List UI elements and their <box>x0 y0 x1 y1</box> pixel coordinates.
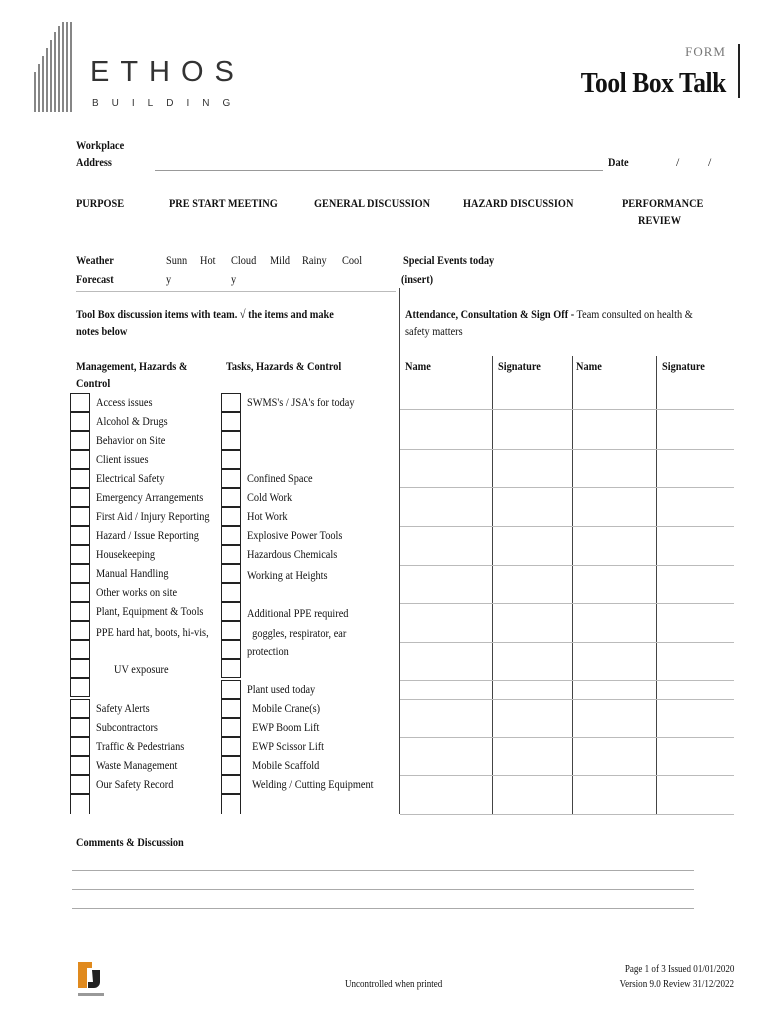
footer-page-info: Page 1 of 3 Issued 01/01/2020 <box>624 964 734 975</box>
checkbox-client-issues[interactable] <box>70 450 90 469</box>
table-row-line <box>400 642 734 643</box>
checkbox-task-blank-1[interactable] <box>221 412 241 431</box>
management-header-1: Management, Hazards & <box>76 359 188 373</box>
checkbox-confined-space[interactable] <box>221 469 241 488</box>
item-hot-work: Hot Work <box>247 509 288 523</box>
purpose-performance-review-2[interactable]: REVIEW <box>638 213 682 227</box>
comments-line-2[interactable] <box>72 889 694 890</box>
item-confined-space: Confined Space <box>247 471 313 485</box>
checkbox-mobile-scaffold[interactable] <box>221 756 241 775</box>
special-events-insert: (insert) <box>401 272 434 286</box>
weather-sunny-wrap: y <box>166 272 172 286</box>
checkbox-task-blank-3[interactable] <box>221 450 241 469</box>
checkbox-behavior[interactable] <box>70 431 90 450</box>
purpose-general-discussion[interactable]: GENERAL DISCUSSION <box>314 196 431 210</box>
table-col-line <box>656 356 657 814</box>
weather-label-2: Forecast <box>76 272 114 286</box>
checkbox-welding[interactable] <box>221 775 241 794</box>
attendance-heading-bold: Attendance, Consultation & Sign Off - <box>405 307 575 321</box>
form-label: FORM <box>685 44 726 59</box>
item-welding: Welding / Cutting Equipment <box>247 777 374 791</box>
table-row-line <box>400 775 734 776</box>
checkbox-plant-equipment[interactable] <box>70 602 90 621</box>
checkbox-first-aid[interactable] <box>70 507 90 526</box>
weather-cool[interactable]: Cool <box>342 253 363 267</box>
checkbox-uv[interactable] <box>70 659 90 678</box>
item-subcontractors: Subcontractors <box>96 720 158 734</box>
ethos-logo-bars <box>33 22 73 112</box>
checkbox-ewp-boom[interactable] <box>221 718 241 737</box>
column-signature-2: Signature <box>662 359 705 373</box>
comments-line-3[interactable] <box>72 908 694 909</box>
title-divider <box>738 44 740 98</box>
item-power-tools: Explosive Power Tools <box>247 528 343 542</box>
item-client-issues: Client issues <box>96 452 149 466</box>
checkbox-traffic[interactable] <box>70 737 90 756</box>
item-ewp-boom: EWP Boom Lift <box>247 720 320 734</box>
checkbox-power-tools[interactable] <box>221 526 241 545</box>
item-behavior: Behavior on Site <box>96 433 166 447</box>
attendance-heading-2: safety matters <box>405 324 463 338</box>
checkbox-hazard-reporting[interactable] <box>70 526 90 545</box>
checkbox-ewp-scissor[interactable] <box>221 737 241 756</box>
discussion-instructions-2: notes below <box>76 324 128 338</box>
checkbox-ppe[interactable] <box>70 621 90 640</box>
checkbox-ppe-extra[interactable] <box>70 640 90 659</box>
item-waste: Waste Management <box>96 758 178 772</box>
item-chemicals: Hazardous Chemicals <box>247 547 338 561</box>
workplace-address-field[interactable] <box>155 170 603 171</box>
checkbox-electrical[interactable] <box>70 469 90 488</box>
item-safety-record: Our Safety Record <box>96 777 174 791</box>
date-separator-2: / <box>708 155 712 169</box>
item-access-issues: Access issues <box>96 395 153 409</box>
logo-subtitle: BUILDING <box>92 98 244 109</box>
checkbox-safety-alerts[interactable] <box>70 699 90 718</box>
workplace-label-1: Workplace <box>76 138 125 152</box>
item-swms: SWMS's / JSA's for today <box>247 395 355 409</box>
checkbox-task-blank-6[interactable] <box>221 794 241 814</box>
table-row-line <box>400 526 734 527</box>
discussion-instructions-1: Tool Box discussion items with team. √ the items and make <box>76 307 334 321</box>
checkbox-blank-1[interactable] <box>70 678 90 697</box>
attendance-heading-rest: Team consulted on health & <box>574 307 693 321</box>
item-goggles: goggles, respirator, ear <box>247 626 347 640</box>
special-events-label: Special Events today <box>403 253 495 267</box>
item-cold-work: Cold Work <box>247 490 293 504</box>
item-traffic: Traffic & Pedestrians <box>96 739 185 753</box>
comments-line-1[interactable] <box>72 870 694 871</box>
item-electrical: Electrical Safety <box>96 471 165 485</box>
item-plant-used: Plant used today <box>247 682 316 696</box>
footer-uncontrolled: Uncontrolled when printed <box>345 979 443 990</box>
purpose-pre-start-meeting[interactable]: PRE START MEETING <box>169 196 278 210</box>
checkbox-housekeeping[interactable] <box>70 545 90 564</box>
attendance-heading <box>405 307 693 322</box>
comments-label: Comments & Discussion <box>76 835 184 849</box>
checkbox-hot-work[interactable] <box>221 507 241 526</box>
signoff-table <box>400 356 734 814</box>
weather-sunny[interactable]: Sunn <box>166 253 188 267</box>
table-row-line <box>400 409 734 410</box>
checkbox-protection[interactable] <box>221 640 241 659</box>
checkbox-mobile-crane[interactable] <box>221 699 241 718</box>
workplace-label-2: Address <box>76 155 112 169</box>
item-mobile-scaffold: Mobile Scaffold <box>247 758 320 772</box>
table-row-line <box>400 737 734 738</box>
checkbox-task-blank-2[interactable] <box>221 431 241 450</box>
checkbox-alcohol-drugs[interactable] <box>70 412 90 431</box>
item-hazard-reporting: Hazard / Issue Reporting <box>96 528 199 542</box>
item-ewp-scissor: EWP Scissor Lift <box>247 739 325 753</box>
table-row-line <box>400 565 734 566</box>
purpose-hazard-discussion[interactable]: HAZARD DISCUSSION <box>463 196 574 210</box>
table-col-line <box>492 356 493 814</box>
table-row-line <box>400 603 734 604</box>
purpose-performance-review[interactable]: PERFORMANCE <box>622 196 704 210</box>
checkbox-safety-record[interactable] <box>70 775 90 794</box>
checkbox-plant-used[interactable] <box>221 680 241 699</box>
weather-cloudy[interactable]: Cloud <box>231 253 257 267</box>
column-name-1: Name <box>405 359 431 373</box>
item-first-aid: First Aid / Injury Reporting <box>96 509 210 523</box>
item-additional-ppe: Additional PPE required <box>247 606 349 620</box>
item-other-works: Other works on site <box>96 585 178 599</box>
date-separator-1: / <box>676 155 680 169</box>
purpose-label: PURPOSE <box>76 196 125 210</box>
weather-hot[interactable]: Hot <box>200 253 216 267</box>
item-mobile-crane: Mobile Crane(s) <box>247 701 321 715</box>
checkbox-other-works[interactable] <box>70 583 90 602</box>
date-label: Date <box>608 155 629 169</box>
checkbox-task-blank-4[interactable] <box>221 583 241 602</box>
item-housekeeping: Housekeeping <box>96 547 156 561</box>
checkbox-waste[interactable] <box>70 756 90 775</box>
management-header-2: Control <box>76 376 111 390</box>
table-row-line <box>400 699 734 700</box>
item-alcohol-drugs: Alcohol & Drugs <box>96 414 168 428</box>
table-row-line <box>400 487 734 488</box>
item-heights: Working at Heights <box>247 568 328 582</box>
checkbox-heights[interactable] <box>221 564 241 583</box>
checkbox-manual-handling[interactable] <box>70 564 90 583</box>
item-emergency: Emergency Arrangements <box>96 490 204 504</box>
item-manual-handling: Manual Handling <box>96 566 169 580</box>
weather-mild[interactable]: Mild <box>270 253 291 267</box>
table-row-line <box>400 680 734 681</box>
item-protection: protection <box>247 644 289 658</box>
checkbox-chemicals[interactable] <box>221 545 241 564</box>
table-row-line <box>400 449 734 450</box>
checkbox-goggles[interactable] <box>221 621 241 640</box>
item-uv-exposure: UV exposure <box>114 662 169 676</box>
checkbox-additional-ppe[interactable] <box>221 602 241 621</box>
checkbox-subcontractors[interactable] <box>70 718 90 737</box>
table-row-line <box>400 814 734 815</box>
item-plant-equipment: Plant, Equipment & Tools <box>96 604 204 618</box>
checkbox-emergency[interactable] <box>70 488 90 507</box>
tasks-header: Tasks, Hazards & Control <box>226 359 342 373</box>
weather-rainy[interactable]: Rainy <box>302 253 327 267</box>
column-name-2: Name <box>576 359 602 373</box>
column-signature-1: Signature <box>498 359 541 373</box>
logo-wordmark: ETHOS <box>90 56 245 88</box>
checkbox-cold-work[interactable] <box>221 488 241 507</box>
table-col-line <box>572 356 573 814</box>
weather-label-1: Weather <box>76 253 114 267</box>
checkbox-swms[interactable] <box>221 393 241 412</box>
item-safety-alerts: Safety Alerts <box>96 701 150 715</box>
checkbox-blank-2[interactable] <box>70 794 90 814</box>
footer-logo-icon <box>76 960 106 1000</box>
weather-cloudy-wrap: y <box>231 272 237 286</box>
item-ppe: PPE hard hat, boots, hi-vis, <box>96 625 209 639</box>
page-title: Tool Box Talk <box>580 67 726 99</box>
weather-divider <box>76 291 396 292</box>
footer-version-info: Version 9.0 Review 31/12/2022 <box>619 979 734 990</box>
checkbox-task-blank-5[interactable] <box>221 659 241 678</box>
checkbox-access-issues[interactable] <box>70 393 90 412</box>
